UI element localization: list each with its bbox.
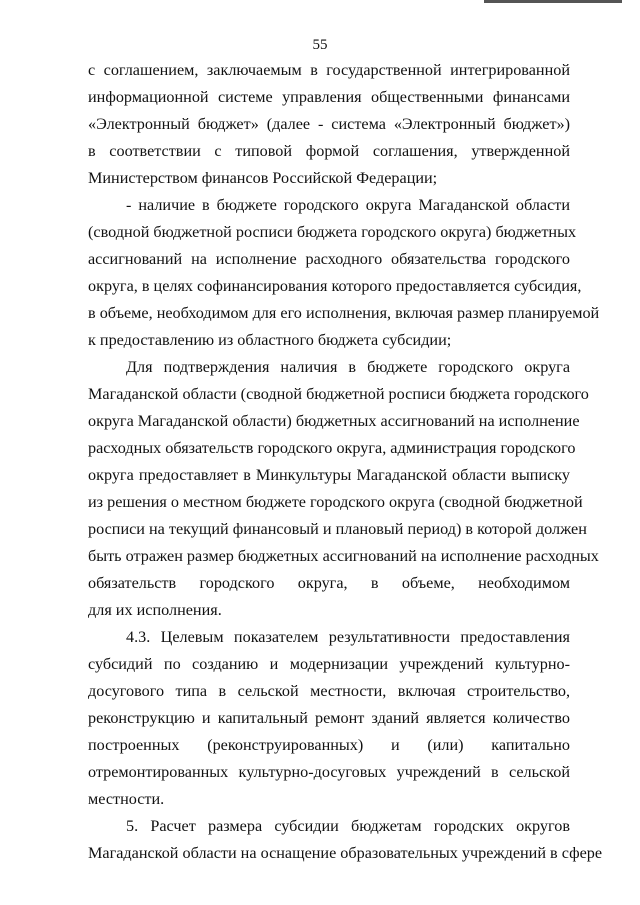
text-line: Для подтверждения наличия в бюджете городского округа bbox=[126, 358, 570, 376]
text-line: - наличие в бюджете городского округа Магаданской области bbox=[126, 196, 570, 214]
top-rule bbox=[484, 0, 622, 3]
text-line: местности. bbox=[88, 790, 165, 808]
text-line: расходных обязательств городского округа, администрация городского bbox=[88, 439, 576, 457]
text-line: из решения о местном бюджете городского округа (сводной бюджетной bbox=[88, 493, 583, 511]
text-line: ассигнований на исполнение расходного обязательства городского bbox=[88, 250, 570, 268]
text-line: обязательств городского округа, в объеме, необходимом bbox=[88, 574, 570, 592]
text-line: быть отражен размер бюджетных ассигнований на исполнение расходных bbox=[88, 547, 599, 565]
text-line: информационной системе управления общественными финансами bbox=[88, 88, 570, 106]
text-line: в соответствии с типовой формой соглашения, утвержденной bbox=[88, 142, 570, 160]
page-number: 55 bbox=[312, 37, 328, 53]
text-line: росписи на текущий финансовый и плановый период) в которой должен bbox=[88, 520, 587, 538]
text-line: «Электронный бюджет» (далее - система «Электронный бюджет») bbox=[88, 115, 570, 133]
text-line: Магаданской области на оснащение образовательных учреждений в сфере bbox=[88, 844, 603, 862]
text-line: (сводной бюджетной росписи бюджета городского округа) бюджетных bbox=[88, 223, 577, 241]
text-line: субсидий по созданию и модернизации учреждений культурно- bbox=[88, 655, 570, 673]
text-line: округа Магаданской области) бюджетных ассигнований на исполнение bbox=[88, 412, 580, 430]
text-line: Министерством финансов Российской Федерации; bbox=[88, 169, 438, 187]
text-line: отремонтированных культурно-досуговых учреждений в сельской bbox=[88, 763, 570, 781]
text-line: для их исполнения. bbox=[88, 601, 222, 619]
text-line: досугового типа в сельской местности, включая строительство, bbox=[88, 682, 570, 700]
text-line: округа, в целях софинансирования которого предоставляется субсидия, bbox=[88, 277, 582, 295]
text-line: 4.3. Целевым показателем результативности предоставления bbox=[126, 628, 570, 646]
text-line: 5. Расчет размера субсидии бюджетам городских округов bbox=[126, 817, 570, 835]
text-line: с соглашением, заключаемым в государственной интегрированной bbox=[88, 61, 570, 79]
text-line: к предоставлению из областного бюджета субсидии; bbox=[88, 331, 452, 349]
text-line: в объеме, необходимом для его исполнения, включая размер планируемой bbox=[88, 304, 600, 322]
text-line: округа предоставляет в Минкультуры Магаданской области выписку bbox=[88, 466, 570, 484]
text-line: построенных (реконструированных) и (или) капитально bbox=[88, 736, 570, 754]
text-line: Магаданской области (сводной бюджетной росписи бюджета городского bbox=[88, 385, 589, 403]
text-line: реконструкцию и капитальный ремонт зданий является количество bbox=[88, 709, 570, 727]
